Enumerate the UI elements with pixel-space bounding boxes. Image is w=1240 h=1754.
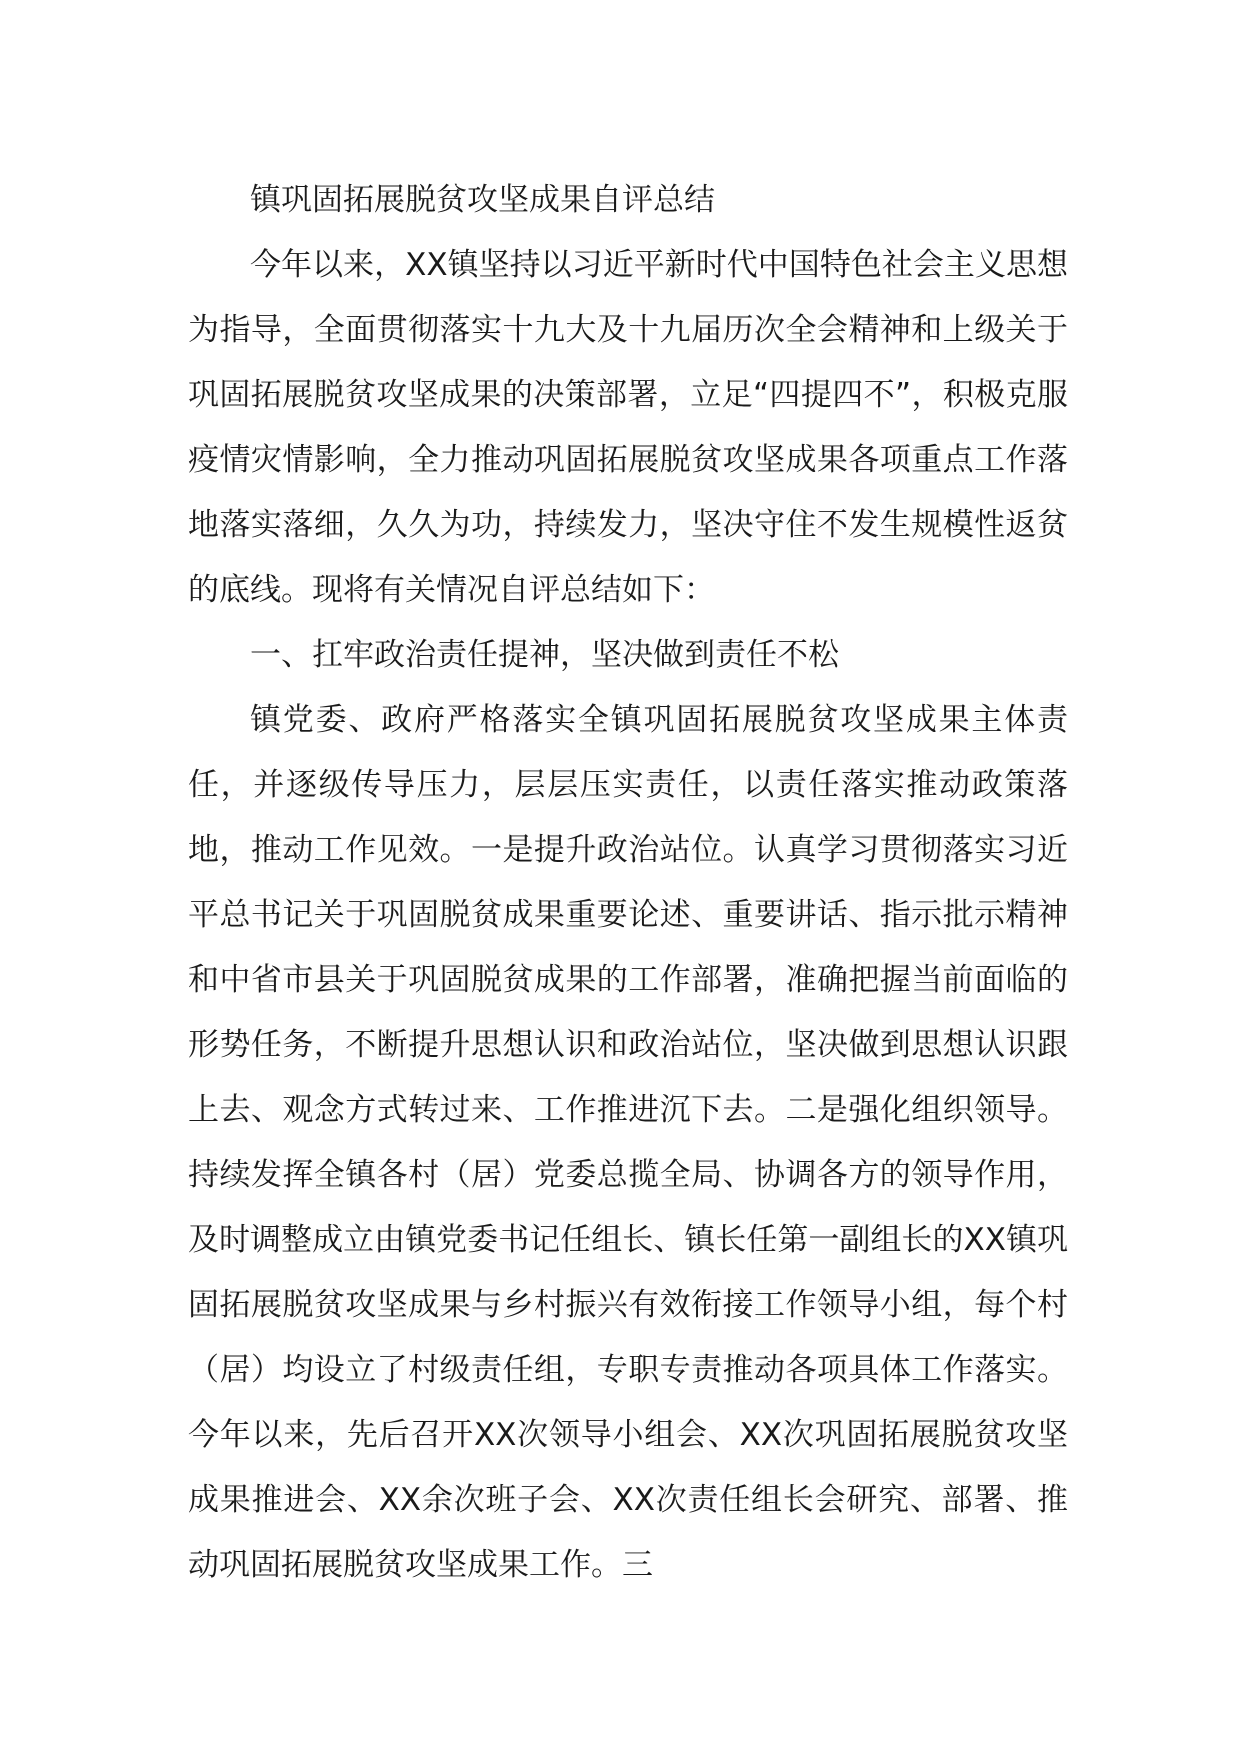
paragraph-section-1: 镇党委、政府严格落实全镇巩固拓展脱贫攻坚成果主体责任，并逐级传导压力，层层压实责任，以责任落实推动政策落地，推动工作见效。一是提升政治站位。认真学习贯彻落实习近平总书记关于巩固脱贫成果重要论述、重要讲话、指示批示精神和中省市县关于巩固脱贫成果的工作部署，准确把握当前面临的形势任务，不断提升思想认识和政治站位，坚决做到思想认识跟上去、观念方式转过来、工作推进沉下去。二是强化组织领导。持续发挥全镇各村（居）党委总揽全局、协调各方的领导作用，及时调整成立由镇党委书记任组长、镇长任第一副组长的XX镇巩固拓展脱贫攻坚成果与乡村振兴有效衔接工作领导小组，每个村（居）均设立了村级责任组，专职专责推动各项具体工作落实。今年以来，先后召开XX次领导小组会、XX次巩固拓展脱贫攻坚成果推进会、XX余次班子会、XX次责任组长会研究、部署、推动巩固拓展脱贫攻坚成果工作。三	[188, 702, 1068, 1583]
document-body	[188, 168, 1068, 1598]
section-heading-1: 一、扛牢政治责任提神，坚决做到责任不松	[250, 637, 839, 673]
paragraph-intro: 今年以来，XX镇坚持以习近平新时代中国特色社会主义思想为指导，全面贯彻落实十九大及十九届历次全会精神和上级关于巩固拓展脱贫攻坚成果的决策部署，立足“四提四不”，积极克服疫情灾情影响，全力推动巩固拓展脱贫攻坚成果各项重点工作落地落实落细，久久为功，持续发力，坚决守住不发生规模性返贫的底线。现将有关情况自评总结如下：	[188, 247, 1068, 608]
document-title: 镇巩固拓展脱贫攻坚成果自评总结	[250, 182, 715, 218]
